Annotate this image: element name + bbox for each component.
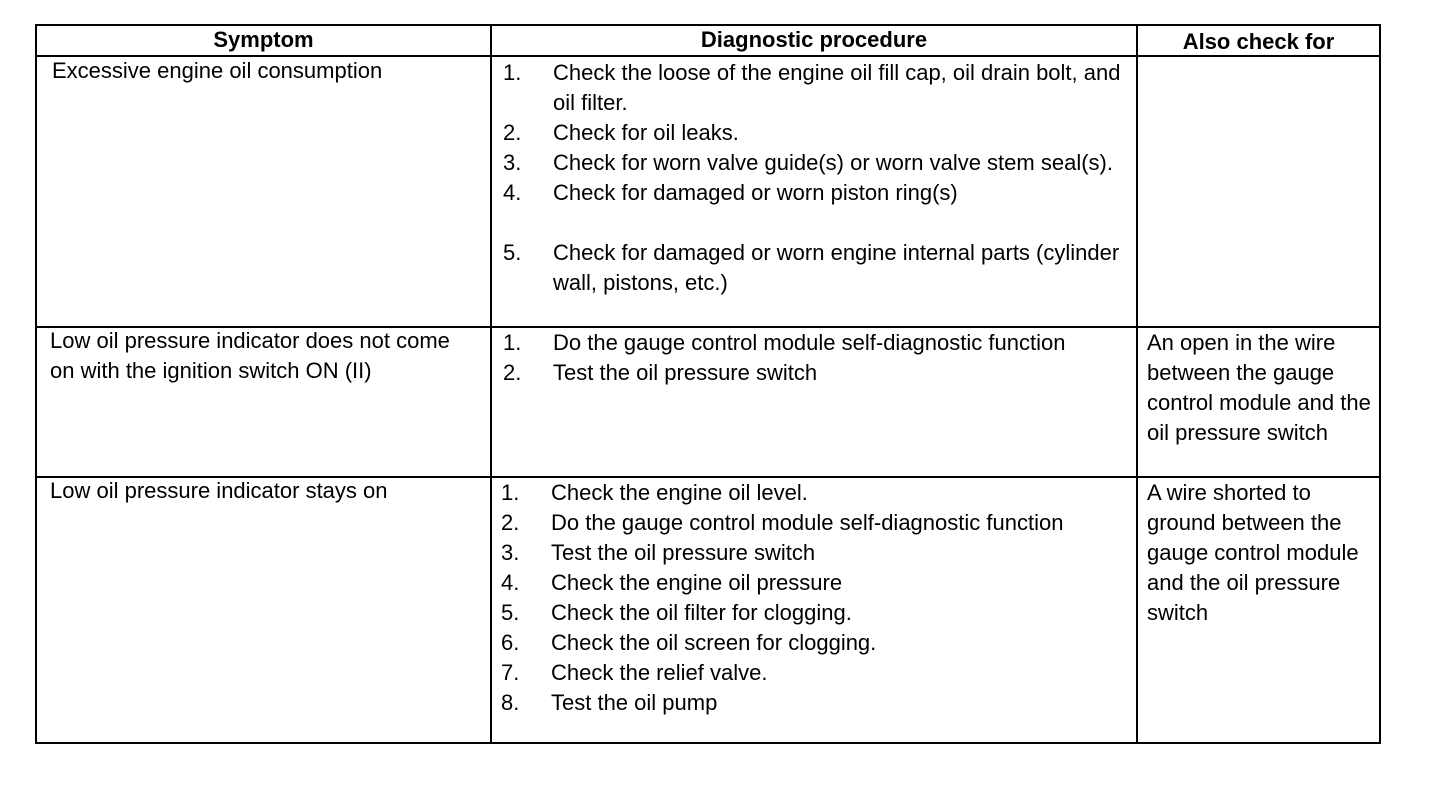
diagnostic-table xyxy=(35,24,1381,744)
procedure-list xyxy=(503,328,1133,388)
header-also-check-for: Also check for xyxy=(1182,29,1335,54)
symptom-cell: Excessive engine oil consumption xyxy=(52,58,383,83)
procedure-list xyxy=(503,58,1133,298)
procedure-step: 8. Test the oil pump xyxy=(501,690,718,715)
also-check-cell: A wire shorted to ground between the gauge control module and the oil pressure switch xyxy=(1147,480,1359,625)
procedure-step: 6. Check the oil screen for clogging. xyxy=(501,630,877,655)
procedure-step: 1. Check the loose of the engine oil fill cap, oil drain bolt, and oil filter. xyxy=(503,60,1121,115)
spacer xyxy=(503,208,1133,238)
procedure-step: 7. Check the relief valve. xyxy=(501,660,768,685)
column-divider xyxy=(1136,26,1138,742)
procedure-step: 3. Check for worn valve guide(s) or worn valve stem seal(s). xyxy=(503,150,1113,175)
procedure-step: 4. Check for damaged or worn piston ring(s) xyxy=(503,180,958,205)
column-divider xyxy=(490,26,492,742)
procedure-step: 5. Check for damaged or worn engine internal parts (cylinder wall, pistons, etc.) xyxy=(503,240,1120,295)
symptom-cell: Low oil pressure indicator stays on xyxy=(50,478,388,503)
procedure-cell xyxy=(503,58,1133,298)
procedure-step: 2. Test the oil pressure switch xyxy=(503,360,818,385)
procedure-step: 5. Check the oil filter for clogging. xyxy=(501,600,852,625)
procedure-step: 2. Do the gauge control module self-diagnostic function xyxy=(501,510,1064,535)
procedure-step: 1. Do the gauge control module self-diagnostic function xyxy=(503,330,1066,355)
header-symptom: Symptom xyxy=(213,27,314,52)
header-diagnostic-procedure: Diagnostic procedure xyxy=(700,27,928,52)
procedure-step: 4. Check the engine oil pressure xyxy=(501,570,843,595)
procedure-step: 1. Check the engine oil level. xyxy=(501,480,808,505)
procedure-step: 3. Test the oil pressure switch xyxy=(501,540,816,565)
also-check-cell: An open in the wire between the gauge control module and the oil pressure switch xyxy=(1147,330,1371,445)
symptom-cell: Low oil pressure indicator does not come on with the ignition switch ON (II) xyxy=(50,328,450,383)
procedure-step: 2. Check for oil leaks. xyxy=(503,120,739,145)
procedure-list xyxy=(501,478,1131,718)
procedure-cell xyxy=(501,478,1131,718)
procedure-cell xyxy=(503,328,1133,388)
